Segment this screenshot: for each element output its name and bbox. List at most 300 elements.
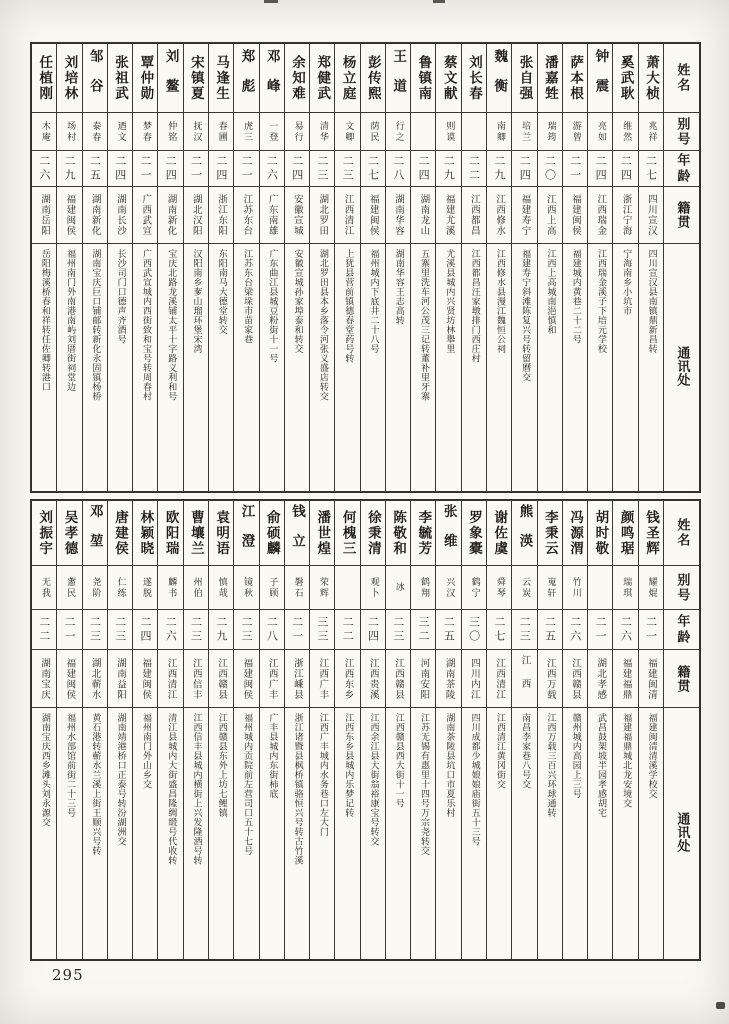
person-age: 二四 xyxy=(113,154,127,183)
person-name: 袁明语 xyxy=(213,509,230,557)
person-alias: 瑞筠 xyxy=(545,120,556,143)
person-age: 二六 xyxy=(164,615,178,644)
person-alias: 鹤翔 xyxy=(419,576,430,599)
person-address: 黄石港转蕲水兰溪上街王顺兴号转 xyxy=(90,713,101,856)
person-origin: 福建闽侯 xyxy=(64,657,76,700)
person-age: 二四 xyxy=(594,154,608,183)
person-column xyxy=(82,501,107,959)
person-address: 江西上高城南浥慎和 xyxy=(545,249,556,335)
person-column xyxy=(638,501,663,959)
person-address: 江西清江黄冈街交 xyxy=(494,713,505,789)
person-origin: 湖北汉阳 xyxy=(190,194,202,236)
person-address: 福建城内黄巷二十二号 xyxy=(570,249,581,344)
person-alias: 荣辉 xyxy=(317,576,328,599)
person-column xyxy=(56,501,81,959)
person-column xyxy=(435,501,460,959)
header-address: 通讯处 xyxy=(674,812,690,853)
person-alias: 子顾 xyxy=(267,576,278,599)
person-origin: 江西 xyxy=(519,655,531,702)
person-column xyxy=(562,44,587,491)
person-age: 二三 xyxy=(391,615,405,644)
person-name: 张维 xyxy=(440,503,457,563)
header-name: 姓名 xyxy=(674,63,690,93)
person-address: 江西广丰城内水务巷口左大门 xyxy=(317,713,328,837)
person-origin: 湖南龙山 xyxy=(418,194,430,236)
person-column xyxy=(587,501,612,959)
person-origin: 江西赣县 xyxy=(570,657,581,700)
person-alias: 游曾 xyxy=(570,120,581,143)
person-alias: 春圃 xyxy=(216,120,227,143)
person-origin: 湖北孝感 xyxy=(595,657,607,700)
person-origin: 江西清江 xyxy=(494,657,506,700)
person-age: 二四 xyxy=(366,615,380,644)
person-name: 宋镇夏 xyxy=(187,54,204,102)
person-age: 二六 xyxy=(265,154,279,183)
person-alias: 耀焜 xyxy=(646,576,657,599)
person-address: 江西东乡县城内乐梦记转 xyxy=(343,713,354,818)
person-age: 二三 xyxy=(189,615,203,644)
person-age: 二一 xyxy=(139,154,152,183)
person-column xyxy=(32,501,56,959)
person-address: 江苏无锡有惠里十四号万宗尧转交 xyxy=(419,713,430,856)
person-column xyxy=(537,44,562,491)
person-address: 宁海南乡小坑市 xyxy=(621,249,632,316)
person-age: 二三 xyxy=(341,154,355,183)
person-name: 陈敬和 xyxy=(390,509,407,557)
person-age: 二四 xyxy=(417,154,431,183)
person-column xyxy=(82,44,107,491)
person-column xyxy=(410,501,435,959)
person-address: 福州城内下底井二十八号 xyxy=(368,249,379,354)
person-address: 安徽宣城孙家埠泰和转交 xyxy=(292,249,303,354)
person-alias: 梦春 xyxy=(140,120,151,143)
person-origin: 福建寿宁 xyxy=(519,194,531,236)
person-age: 二三 xyxy=(315,154,329,183)
person-column xyxy=(562,501,587,959)
person-alias: 州伯 xyxy=(191,576,202,599)
person-origin: 广东南雄 xyxy=(266,194,278,236)
header-age: 年龄 xyxy=(674,613,690,646)
person-alias: 场村 xyxy=(65,120,76,143)
person-name: 林颖晓 xyxy=(137,509,154,557)
person-address: 江西万载三百兴环球通转 xyxy=(545,713,556,818)
person-origin: 福建闽侯 xyxy=(367,194,379,236)
person-column xyxy=(612,44,637,491)
person-origin: 江苏东台 xyxy=(241,194,253,236)
header-name: 姓名 xyxy=(674,518,690,548)
person-alias: 无我 xyxy=(39,576,50,599)
person-alias: 竹川 xyxy=(570,576,581,599)
person-age: 二一 xyxy=(63,615,77,644)
person-name: 钱立 xyxy=(289,503,305,563)
person-alias: 仲铭 xyxy=(166,120,177,143)
person-column xyxy=(486,44,511,491)
person-age: 二八 xyxy=(391,154,405,183)
person-alias: 云炭 xyxy=(520,576,531,599)
header-address: 通讯处 xyxy=(674,346,690,387)
person-origin: 江西都昌 xyxy=(468,194,480,236)
person-origin: 江西信丰 xyxy=(190,657,202,700)
person-origin: 江西广丰 xyxy=(317,657,329,700)
person-name: 刘鳌 xyxy=(162,48,179,108)
person-origin: 福建尤溪 xyxy=(443,194,455,236)
person-alias: 抚汉 xyxy=(191,120,202,143)
person-address: 汉阳南乡奓山瑠环堡宋湾 xyxy=(191,249,202,354)
person-address: 福建闽清清溪学校交 xyxy=(646,713,657,799)
person-address: 广丰县城内东街柿底 xyxy=(267,713,278,799)
person-alias: 舜琴 xyxy=(494,576,505,599)
person-alias: 南卿 xyxy=(494,120,505,143)
person-alias: 则谟 xyxy=(444,120,455,143)
person-address: 五寨里洗车河公茂三记转董补里牙寨 xyxy=(419,249,430,401)
person-column xyxy=(435,44,460,491)
person-origin: 湖南岳阳 xyxy=(39,194,51,236)
person-column xyxy=(32,44,56,491)
person-age: 二五 xyxy=(442,615,456,644)
person-column xyxy=(132,501,157,959)
person-origin: 江西修水 xyxy=(494,194,506,236)
person-column xyxy=(461,501,486,959)
person-column xyxy=(233,44,258,491)
person-alias: 镜秋 xyxy=(242,576,253,599)
field-header-column xyxy=(663,44,699,491)
person-name: 魏衡 xyxy=(491,48,508,108)
person-column xyxy=(486,501,511,959)
person-address: 江西余江县大街翁裕康宝号转交 xyxy=(368,713,379,846)
person-age: 二三 xyxy=(88,615,102,644)
person-column xyxy=(56,44,81,491)
person-column xyxy=(638,44,663,491)
person-address: 江西瑞金溪子下培元学校 xyxy=(596,249,607,354)
person-address: 广东曲江县城豆粉街十一号 xyxy=(267,249,278,363)
person-name: 蔡文献 xyxy=(440,54,457,102)
directory-table-bottom xyxy=(30,499,701,961)
person-origin: 河南安阳 xyxy=(418,657,430,700)
person-name: 邹谷 xyxy=(86,48,103,108)
person-address: 东阳南马大德堂转交 xyxy=(216,249,227,335)
person-origin: 江西广丰 xyxy=(266,657,278,700)
person-address: 江西赣县东外上坊七鲤镇 xyxy=(216,713,227,818)
person-alias: 兆祥 xyxy=(646,120,657,143)
person-origin: 湖南新化 xyxy=(89,194,101,236)
directory-table-top xyxy=(30,42,701,493)
person-name: 萨本根 xyxy=(567,54,584,102)
person-column xyxy=(410,44,435,491)
person-column xyxy=(132,44,157,491)
person-name: 李毓芳 xyxy=(415,509,432,557)
person-origin: 浙江东阳 xyxy=(216,194,228,236)
person-column xyxy=(183,501,208,959)
person-name: 覃仲勋 xyxy=(137,54,154,102)
person-address: 武昌鼓架坡半园孝感胡宅 xyxy=(596,713,607,818)
person-alias: 兴汉 xyxy=(444,576,455,599)
person-origin: 湖南茶陵 xyxy=(443,657,455,700)
person-name: 李秉云 xyxy=(541,509,558,557)
person-age: 二五 xyxy=(88,154,102,183)
person-origin: 江西清江 xyxy=(165,657,177,700)
person-origin: 江西赣县 xyxy=(216,657,228,700)
person-alias: 瑞琪 xyxy=(621,576,632,599)
person-origin: 福建闽侯 xyxy=(140,657,152,700)
person-origin: 福建福鼎 xyxy=(620,657,632,700)
person-origin: 江西东乡 xyxy=(342,657,354,700)
person-age: 二三 xyxy=(240,615,254,644)
person-alias: 嵬轩 xyxy=(545,576,556,599)
person-column xyxy=(309,501,334,959)
page-number: 295 xyxy=(52,966,84,984)
person-column xyxy=(157,501,182,959)
person-alias: 亮如 xyxy=(596,120,607,143)
header-origin: 籍贯 xyxy=(674,664,690,693)
person-name: 江澄 xyxy=(238,503,255,563)
person-age: 二二 xyxy=(467,154,481,183)
person-age: 二九 xyxy=(492,154,506,183)
person-age: 二五 xyxy=(543,615,557,644)
person-name: 俞硕麟 xyxy=(263,509,280,557)
person-alias: 藼民 xyxy=(65,576,76,599)
person-column xyxy=(309,44,334,491)
person-column xyxy=(360,501,385,959)
person-age: 二一 xyxy=(644,615,658,644)
person-age: 二四 xyxy=(518,154,532,183)
person-column xyxy=(259,44,284,491)
person-column xyxy=(259,501,284,959)
person-name: 奚武耿 xyxy=(617,54,634,102)
person-name: 潘嘉甡 xyxy=(541,54,558,102)
person-address: 湖南宝庆西乡滩头刘永源交 xyxy=(39,713,50,827)
person-name: 欧阳瑞 xyxy=(162,509,179,557)
person-address: 湖南茶陵县坑口市夏乐村 xyxy=(444,713,455,818)
person-column xyxy=(183,44,208,491)
person-origin: 江西万载 xyxy=(544,657,556,700)
person-column xyxy=(284,44,309,491)
person-address: 岳阳梅溪桥春和祥转任佐卿转港口 xyxy=(39,249,50,392)
person-age: 二四 xyxy=(214,154,228,183)
person-address: 湖南宝庆巨口铺邮转新化永固镇杨桥 xyxy=(90,249,101,401)
person-age: 二四 xyxy=(619,154,633,183)
person-column xyxy=(233,501,258,959)
person-name: 颜鸣琚 xyxy=(617,509,634,557)
person-origin: 湖南新化 xyxy=(165,194,177,236)
person-address: 长沙司门口德声齐酒号 xyxy=(115,249,126,344)
person-column xyxy=(334,44,359,491)
person-address: 上犹县营前镇德春堂药号转 xyxy=(343,249,354,363)
person-column xyxy=(537,501,562,959)
person-age: 二六 xyxy=(619,615,633,644)
person-column xyxy=(511,44,536,491)
person-column xyxy=(107,44,132,491)
person-age: 二七 xyxy=(644,154,658,183)
person-name: 刘培林 xyxy=(61,54,78,102)
person-age: 二四 xyxy=(139,615,152,644)
person-name: 张祖武 xyxy=(112,54,129,102)
person-origin: 江西清江 xyxy=(342,194,354,236)
person-name: 钟震 xyxy=(592,48,609,108)
person-alias: 行之 xyxy=(393,120,404,143)
person-address: 福州南门外山乡交 xyxy=(140,713,151,789)
person-address: 江西信丰县城内横街上兴发隆酒号转 xyxy=(191,713,202,865)
person-alias: 泰春 xyxy=(90,120,101,143)
person-column xyxy=(107,501,132,959)
person-column xyxy=(284,501,309,959)
person-name: 鲁镇南 xyxy=(415,54,432,102)
person-name: 刘振宇 xyxy=(36,509,53,557)
scan-speck xyxy=(716,1002,725,1009)
person-alias: 一登 xyxy=(267,120,278,143)
person-origin: 江西贵溪 xyxy=(367,657,379,700)
person-alias: 观卜 xyxy=(368,576,379,599)
person-alias: 仁练 xyxy=(115,576,126,599)
person-age: 二一 xyxy=(189,154,203,183)
field-header-column xyxy=(663,501,699,959)
person-origin: 湖南华容 xyxy=(393,194,405,236)
person-age: 二九 xyxy=(442,154,456,183)
person-alias: 易行 xyxy=(292,120,303,143)
person-address: 赣州城内高园上三号 xyxy=(570,713,581,799)
person-age: 二三 xyxy=(518,615,532,644)
person-age: 三三 xyxy=(315,615,329,644)
person-name: 邓堃 xyxy=(86,503,103,563)
person-address: 江苏东台梁垛市苗家巷 xyxy=(242,249,253,344)
person-name: 钱圣辉 xyxy=(642,509,659,557)
header-alias: 别号 xyxy=(674,116,690,147)
person-name: 冯源渭 xyxy=(567,509,584,557)
person-name: 胡时敬 xyxy=(592,509,609,557)
person-age: 二一 xyxy=(594,615,608,644)
person-column xyxy=(334,501,359,959)
person-name: 唐建侯 xyxy=(112,509,129,557)
person-address: 湖北罗田县本乡落令河张义盛店转交 xyxy=(317,249,328,401)
person-name: 萧大桢 xyxy=(642,54,659,102)
person-alias: 鹤宁 xyxy=(469,576,480,599)
person-address: 浙江诸暨县枫桥镇骆恒兴号转古竹溪 xyxy=(292,713,303,865)
person-origin: 福建闽侯 xyxy=(570,194,581,236)
person-origin: 江西上高 xyxy=(544,194,556,236)
person-address: 广西武宣城内西街致和宝号转周春村 xyxy=(140,249,151,401)
person-name: 王道 xyxy=(390,48,407,108)
person-column xyxy=(612,501,637,959)
person-alias: 慎哉 xyxy=(216,576,227,599)
person-alias: 磐石 xyxy=(292,576,303,599)
person-origin: 广西武宣 xyxy=(140,194,152,236)
person-name: 刘长春 xyxy=(465,54,482,102)
person-address: 湖南靖港桥口正泰号转汾湖洲交 xyxy=(115,713,126,846)
person-address: 南昌李家巷八号交 xyxy=(520,713,531,789)
person-alias: 冰 xyxy=(393,582,404,593)
person-column xyxy=(157,44,182,491)
person-age: 三〇 xyxy=(467,615,481,644)
person-address: 四川宣汉县南镇鼎新昌转 xyxy=(646,249,657,354)
person-age: 二三 xyxy=(113,615,127,644)
person-origin: 福建闽侯 xyxy=(64,194,76,236)
person-column xyxy=(385,501,410,959)
person-age: 二二 xyxy=(341,615,355,644)
person-origin: 湖北蕲水 xyxy=(89,657,101,700)
person-address: 福建福鼎城北龙安境交 xyxy=(621,713,632,808)
person-origin: 福建闽清 xyxy=(645,657,657,700)
person-alias: 麟书 xyxy=(166,576,177,599)
person-age: 二七 xyxy=(366,154,380,183)
person-name: 杨立庭 xyxy=(339,54,356,102)
person-name: 余知难 xyxy=(289,54,305,102)
person-age: 二六 xyxy=(568,615,582,644)
person-age: 二八 xyxy=(265,615,279,644)
person-origin: 湖南宝庆 xyxy=(39,657,51,700)
person-address: 清江县城内大街盛昌隆绸缎号代收转 xyxy=(166,713,177,865)
person-age: 三二 xyxy=(417,615,431,644)
person-origin: 浙江宁海 xyxy=(620,194,632,236)
person-origin: 江西瑞金 xyxy=(595,194,607,236)
person-column xyxy=(385,44,410,491)
person-alias: 遂脱 xyxy=(140,576,151,599)
person-origin: 四川宣汉 xyxy=(645,194,657,236)
person-column xyxy=(360,44,385,491)
person-name: 熊渶 xyxy=(516,503,533,563)
person-name: 郑彪 xyxy=(238,48,255,108)
person-age: 二〇 xyxy=(543,154,557,183)
person-alias: 文卿 xyxy=(343,120,354,143)
person-age: 二九 xyxy=(63,154,77,183)
person-address: 江西都昌汪家墩排门西庄村 xyxy=(469,249,480,363)
person-address: 江西赣县西大街十一号 xyxy=(393,713,404,808)
person-address: 福建寿宁斜滩陈复兴号转留曆交 xyxy=(520,249,531,382)
person-address: 福州水部馆前街二十三号 xyxy=(65,713,76,818)
person-alias: 荫民 xyxy=(368,120,379,143)
person-address: 江西修水县漫江魏恒公祠 xyxy=(494,249,505,354)
person-name: 邓峰 xyxy=(263,48,280,108)
person-alias: 木庵 xyxy=(39,120,50,143)
person-age: 二七 xyxy=(492,615,506,644)
person-address: 福州南门外南港南屿刘厝街祠堂边 xyxy=(65,249,76,392)
person-origin: 湖南长沙 xyxy=(114,194,126,236)
person-column xyxy=(461,44,486,491)
person-name: 马逢生 xyxy=(213,54,230,102)
person-column xyxy=(208,44,233,491)
person-address: 尤溪县城内兴贤坊林舉里 xyxy=(444,249,455,354)
header-alias: 别号 xyxy=(674,572,690,603)
fold-mark xyxy=(264,0,278,3)
person-age: 二一 xyxy=(568,154,582,183)
person-address: 宝庆北路龙溪铺太平十字路义利和号 xyxy=(166,249,177,401)
header-age: 年龄 xyxy=(674,152,690,185)
person-name: 潘世煌 xyxy=(314,509,331,557)
person-origin: 湖北罗田 xyxy=(317,194,329,236)
header-origin: 籍贯 xyxy=(674,201,690,229)
person-alias: 培兰 xyxy=(520,120,531,143)
person-column xyxy=(587,44,612,491)
person-origin: 江西赣县 xyxy=(393,657,405,700)
person-name: 任植刚 xyxy=(36,54,53,102)
person-address: 福州城内贡院前左营司口五十七号 xyxy=(242,713,253,856)
person-origin: 浙江嵊县 xyxy=(291,657,303,700)
person-address: 四川成都少城娘娘庙街五十三号 xyxy=(469,713,480,846)
person-name: 罗象橐 xyxy=(465,509,482,557)
person-age: 二一 xyxy=(290,615,304,644)
person-alias: 尧阶 xyxy=(90,576,101,599)
person-alias: 清华 xyxy=(317,120,328,143)
person-age: 二一 xyxy=(240,154,254,183)
person-column xyxy=(511,501,536,959)
person-name: 谢佐虞 xyxy=(491,509,508,557)
person-alias: 维然 xyxy=(621,120,632,143)
person-age: 二四 xyxy=(164,154,178,183)
person-address: 湖南华容王志高转 xyxy=(393,249,404,325)
person-alias: 虎三 xyxy=(242,120,253,143)
person-name: 曹壤兰 xyxy=(187,509,204,557)
person-origin: 安徽宣城 xyxy=(291,194,303,236)
person-column xyxy=(208,501,233,959)
person-name: 彭传熙 xyxy=(364,54,381,102)
